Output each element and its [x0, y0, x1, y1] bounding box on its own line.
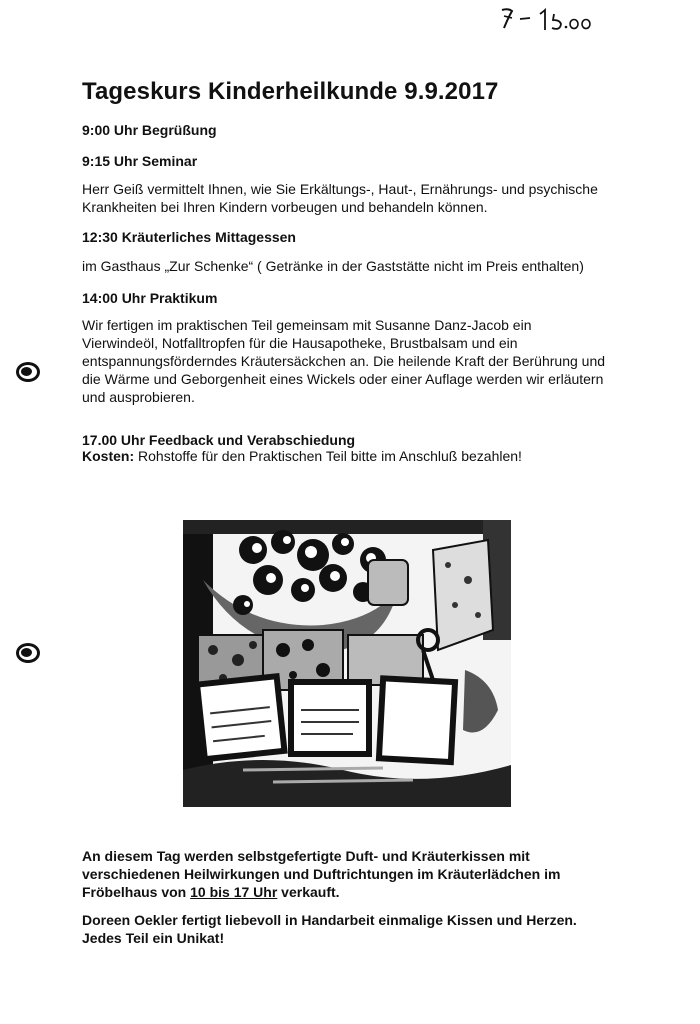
lunch-line: im Gasthaus „Zur Schenke“ ( Getränke in der Gaststätte nicht im Preis enthalten): [82, 258, 584, 274]
schedule-heading-welcome: 9:00 Uhr Begrüßung: [82, 122, 217, 138]
practicum-line: und ausprobieren.: [82, 389, 195, 405]
closing-line: Jedes Teil ein Unikat!: [82, 930, 225, 946]
costs-text: Rohstoffe für den Praktischen Teil bitte im Anschluß bezahlen!: [134, 448, 522, 464]
seminar-line: Herr Geiß vermittelt Ihnen, wie Sie Erkältungs-, Haut-, Ernährungs- und psychische: [82, 181, 598, 197]
sale-notice-text: Fröbelhaus von: [82, 884, 191, 900]
sale-notice: [82, 847, 602, 901]
practicum-line: die Wärme und Geborgenheit eines Wickels oder einer Auflage werden wir erläutern: [82, 371, 604, 387]
practicum-line: Wir fertigen im praktischen Teil gemeinsam mit Susanne Danz-Jacob ein: [82, 317, 532, 333]
practicum-line: Vierwindeöl, Notfalltropfen für die Hausapotheke, Brustbalsam und ein: [82, 335, 518, 351]
handwritten-note: [498, 2, 608, 42]
herb-cushions-illustration: [183, 520, 511, 807]
costs-line: [82, 447, 622, 465]
sale-notice-line: [82, 883, 602, 901]
lunch-description: [82, 257, 622, 275]
sale-notice-line: verschiedenen Heilwirkungen und Duftrichtungen im Kräuterlädchen im: [82, 866, 561, 882]
punch-hole: [16, 362, 40, 382]
costs-label: Kosten:: [82, 448, 135, 464]
seminar-line: Krankheiten bei Ihren Kindern vorbeugen und behandeln können.: [82, 199, 488, 215]
document-title: Tageskurs Kinderheilkunde 9.9.2017: [82, 78, 499, 105]
schedule-heading-practicum: 14:00 Uhr Praktikum: [82, 290, 218, 306]
sale-notice-line: An diesem Tag werden selbstgefertigte Duft- und Kräuterkissen mit: [82, 848, 530, 864]
closing-note: [82, 911, 642, 947]
sale-hours: 10 bis 17 Uhr: [190, 884, 278, 900]
closing-line: Doreen Oekler fertigt liebevoll in Handarbeit einmalige Kissen und Herzen.: [82, 912, 577, 928]
schedule-heading-seminar: 9:15 Uhr Seminar: [82, 153, 198, 169]
herb-cushions-photo: [183, 520, 511, 807]
handwritten-note-strokes: [498, 2, 608, 42]
practicum-line: entspannungsförderndes Kräutersäckchen an. Die heilende Kraft der Berührung und: [82, 353, 606, 369]
punch-hole: [16, 643, 40, 663]
schedule-heading-lunch: 12:30 Kräuterliches Mittagessen: [82, 229, 296, 245]
schedule-heading-feedback: 17.00 Uhr Feedback und Verabschiedung: [82, 432, 356, 448]
sale-notice-text: verkauft.: [277, 884, 340, 900]
practicum-description: [82, 316, 622, 406]
seminar-description: [82, 180, 622, 216]
